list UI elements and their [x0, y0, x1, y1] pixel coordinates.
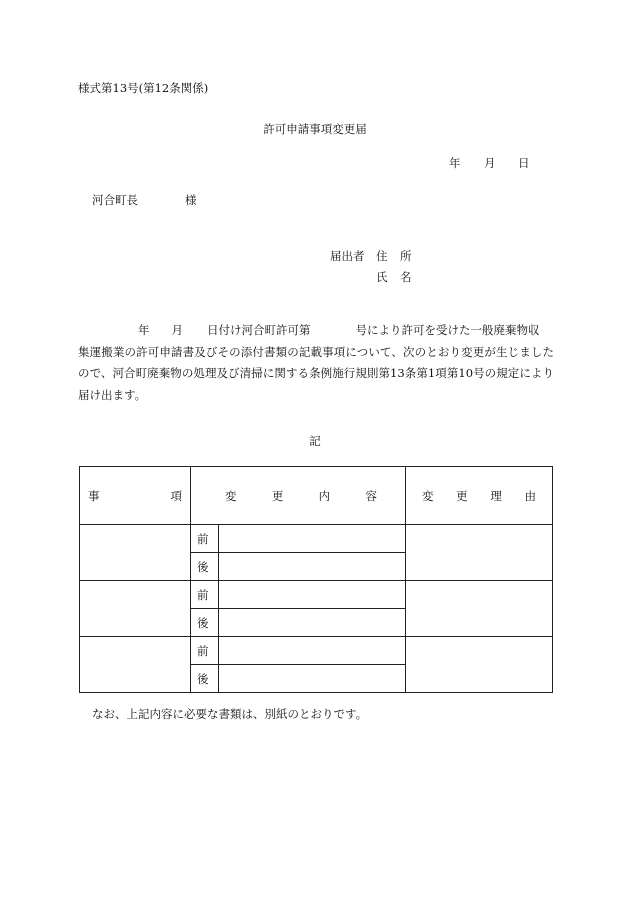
name-label-2: 名 — [400, 270, 412, 284]
body-text-rest: 集運搬業の許可申請書及びその添付書類の記載事項について、次のとおり変更が生じましたので、河合町廃棄物の処理及び清掃に関する条例施行規則第13条第1項第10号の規定により届け出ます。 — [78, 344, 554, 402]
body-text-a: 日付け河合町許可第 — [207, 323, 311, 337]
before-label: 前 — [191, 525, 219, 553]
name-label-1: 氏 — [376, 270, 388, 284]
notification-body — [78, 320, 554, 406]
date-month-label: 月 — [484, 156, 496, 170]
footer-note: なお、上記内容に必要な書類は、別紙のとおりです。 — [92, 707, 368, 721]
table-row — [80, 637, 553, 665]
before-content-cell[interactable] — [219, 525, 406, 553]
after-content-cell[interactable] — [219, 553, 406, 581]
date-year-label: 年 — [449, 156, 461, 170]
address-label-2: 所 — [400, 249, 412, 263]
after-label: 後 — [191, 553, 219, 581]
table-header-row — [80, 467, 553, 525]
table-row — [80, 525, 553, 553]
form-number: 様式第13号(第12条関係) — [78, 81, 209, 95]
after-content-cell[interactable] — [219, 665, 406, 693]
before-content-cell[interactable] — [219, 581, 406, 609]
header-content: 変 更 内 容 — [191, 467, 406, 525]
body-year-label: 年 — [138, 323, 150, 337]
applicant-label: 届出者 — [330, 249, 365, 263]
header-item: 事 項 — [80, 467, 191, 525]
reason-cell[interactable] — [406, 637, 553, 693]
after-label: 後 — [191, 665, 219, 693]
change-table — [79, 466, 553, 693]
body-text-b: 号により許可を受けた一般廃棄物収 — [355, 323, 540, 337]
addressee-honorific: 様 — [185, 193, 197, 207]
before-label: 前 — [191, 581, 219, 609]
reason-cell[interactable] — [406, 525, 553, 581]
before-label: 前 — [191, 637, 219, 665]
reason-cell[interactable] — [406, 581, 553, 637]
date-day-label: 日 — [518, 156, 530, 170]
item-cell[interactable] — [80, 581, 191, 637]
document-title: 許可申請事項変更届 — [263, 122, 367, 136]
address-label-1: 住 — [376, 249, 388, 263]
addressee-name: 河合町長 — [92, 193, 138, 207]
before-content-cell[interactable] — [219, 637, 406, 665]
body-month-label: 月 — [171, 323, 183, 337]
ki-heading: 記 — [309, 434, 321, 448]
header-reason: 変 更 理 由 — [406, 467, 553, 525]
item-cell[interactable] — [80, 637, 191, 693]
table-row — [80, 581, 553, 609]
after-content-cell[interactable] — [219, 609, 406, 637]
item-cell[interactable] — [80, 525, 191, 581]
after-label: 後 — [191, 609, 219, 637]
